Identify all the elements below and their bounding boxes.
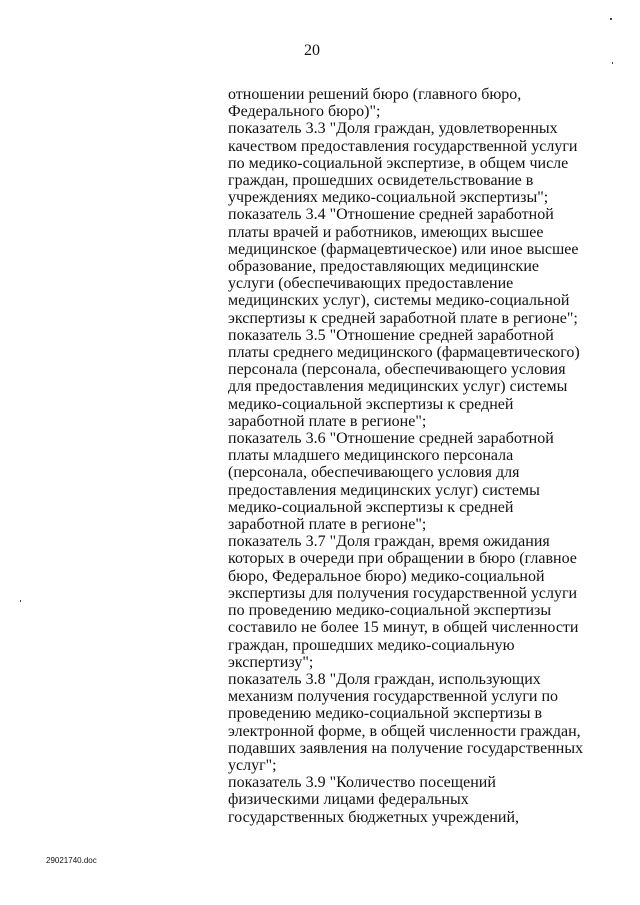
scan-speck [610, 18, 612, 20]
text-line: показатель 3.4 "Отношение средней заработной [228, 206, 554, 224]
text-line: по проведению медико-социальной экспертизы [228, 602, 552, 620]
text-line: медицинских услуг), системы медико-социальной [228, 292, 570, 310]
text-line: показатель 3.6 "Отношение средней заработной [228, 430, 554, 448]
footer-filename: 29021740.doc [46, 856, 97, 865]
text-line: заработной плате в регионе"; [228, 412, 427, 430]
page-number: 20 [304, 42, 320, 59]
text-line: образование, предоставляющих медицинские [228, 258, 539, 276]
text-line: показатель 3.3 "Доля граждан, удовлетворенных [228, 120, 558, 138]
text-line: качеством предоставления государственной услуги [228, 137, 578, 155]
text-line: медико-социальной экспертизы к средней [228, 498, 514, 516]
text-line: отношении решений бюро (главного бюро, [228, 86, 522, 103]
text-line: персонала (персонала, обеспечивающего условия [228, 361, 566, 379]
text-line: медико-социальной экспертизы к средней [228, 395, 514, 413]
text-line: платы младшего медицинского персонала [228, 447, 514, 465]
text-line: учреждениях медико-социальной экспертизы"; [228, 189, 549, 207]
text-line: платы врачей и работников, имеющих высшее [228, 223, 544, 241]
text-line: которых в очереди при обращении в бюро (главное [228, 550, 577, 568]
text-line: предоставления медицинских услуг) системы [228, 481, 540, 499]
scan-speck [20, 600, 21, 602]
text-line: граждан, прошедших освидетельствование в [228, 172, 534, 190]
text-line: (персонала, обеспечивающего условия для [228, 464, 520, 482]
text-line: физическими лицами федеральных [228, 791, 469, 809]
text-line: показатель 3.9 "Количество посещений [228, 774, 496, 792]
scan-speck [612, 62, 613, 64]
text-line: услуги (обеспечивающих предоставление [228, 275, 514, 293]
document-body [228, 86, 583, 826]
text-line: экспертизы для получения государственной услуги [228, 584, 578, 602]
text-line: экспертизы к средней заработной плате в регионе"; [228, 309, 578, 327]
text-line: бюро, Федеральное бюро) медико-социальной [228, 567, 545, 585]
text-line: государственных бюджетных учреждений, [228, 808, 520, 826]
text-line: проведению медико-социальной экспертизы в [228, 705, 543, 723]
text-line: показатель 3.8 "Доля граждан, использующих [228, 670, 541, 688]
text-line: заработной плате в регионе"; [228, 516, 427, 534]
text-line: граждан, прошедших медико-социальную [228, 636, 515, 654]
text-line: медицинское (фармацевтическое) или иное высшее [228, 240, 579, 258]
text-line: электронной форме, в общей численности граждан, [228, 722, 581, 740]
text-line: по медико-социальной экспертизе, в общем числе [228, 154, 569, 172]
text-line: платы среднего медицинского (фармацевтического) [228, 344, 580, 362]
text-line: для предоставления медицинских услуг) системы [228, 378, 568, 396]
text-line: Федерального бюро)"; [228, 103, 381, 121]
text-line: услуг"; [228, 756, 277, 774]
text-line: показатель 3.7 "Доля граждан, время ожидания [228, 533, 550, 551]
text-line: составило не более 15 минут, в общей численности [228, 619, 579, 637]
text-line: подавших заявления на получение государственных [228, 739, 584, 757]
text-line: механизм получения государственной услуги по [228, 688, 559, 706]
text-line: экспертизу"; [228, 653, 314, 671]
text-line: показатель 3.5 "Отношение средней заработной [228, 326, 554, 344]
